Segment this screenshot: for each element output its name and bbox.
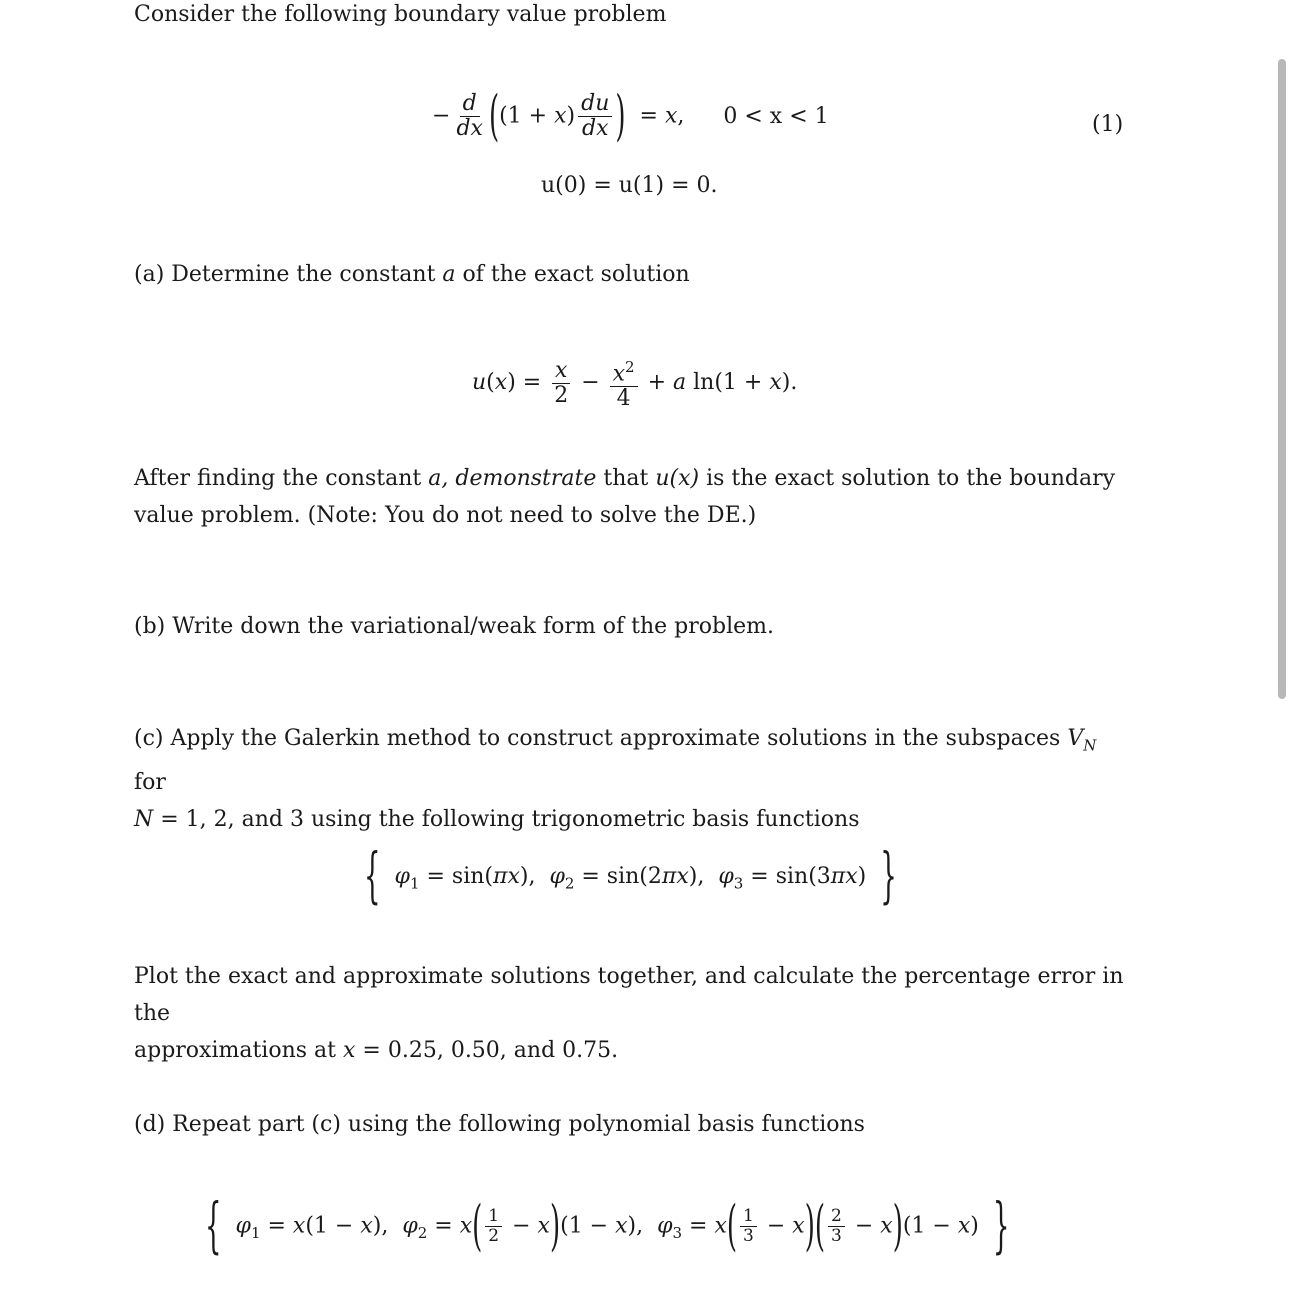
part-b-text: (b) Write down the variational/weak form of the problem. [134,614,774,639]
vertical-scrollbar[interactable] [1276,55,1290,705]
part-c-plot-text: Plot the exact and approximate solutions together, and calculate the percentage error in the approximations at x = 0.25, 0.50, and 0.75. [134,964,1124,1063]
part-d-text: (d) Repeat part (c) using the following polynomial basis functions [134,1112,865,1137]
poly-basis-set: { $\varphi_1 = x(1 - x)$, $\varphi_2 = x$( $\frac{1}{2}$ − x)(1 − x), $\varphi_3 = x$( $\frac{1}{3}$ − x)( $\frac{2}{3}$ − x)(1 − x) } [205,1192,1010,1261]
part-a-text: (a) Determine the constant a of the exact solution [134,262,690,287]
scrollbar-thumb[interactable] [1278,59,1286,699]
exact-solution-equation: u(x) = $\frac{x}{2}$ − $\frac{x^2}{4}$ + a ln(1 + x). [472,355,797,411]
equation-1: − $\frac{d}{dx}$ ((1 + x) $\frac{du}{dx}$ ) = x, 0 < x < 1 [432,85,829,148]
boundary-conditions: u(0) = u(1) = 0. [541,173,718,198]
part-a-demonstrate-text: After finding the constant a, demonstrate that u(x) is the exact solution to the boundary value problem. (Note: You do not need to solve the DE.) [134,466,1116,528]
trig-basis-set: { $\varphi_1 = \sin(\pi x)$, $\varphi_2 = \sin(2\pi x)$, $\varphi_3 = \sin(3\pi x)$ } [364,842,897,912]
equation-tag: (1) [1092,112,1124,137]
domain-text: 0 < x < 1 [723,103,829,129]
intro-text: Consider the following boundary value problem [134,2,667,27]
part-c-text: (c) Apply the Galerkin method to construct approximate solutions in the subspaces $V_N$ for N = 1, 2, and 3 using the following trigonometric basis functions [134,726,1097,833]
